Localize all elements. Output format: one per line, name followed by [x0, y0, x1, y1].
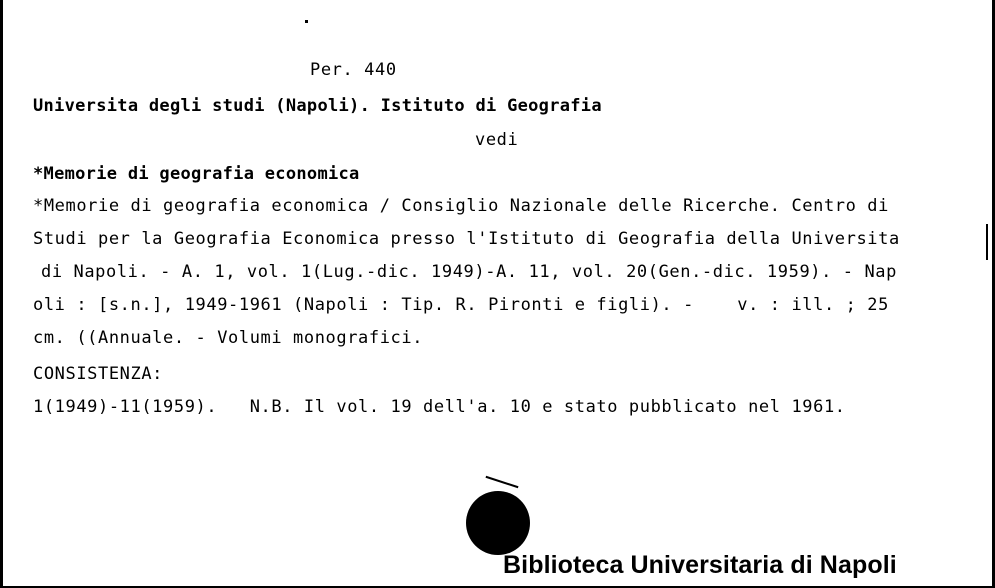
edge-mark — [986, 224, 988, 260]
see-reference-title: *Memorie di geografia economica — [33, 164, 360, 184]
library-stamp-dot — [466, 491, 530, 555]
record-line-2: Studi per la Geografia Economica presso l'Istituto di Geografia della Universita — [33, 229, 900, 249]
corporate-heading: Universita degli studi (Napoli). Istituto di Geografia — [33, 96, 602, 116]
record-line-5: cm. ((Annuale. - Volumi monografici. — [33, 328, 424, 348]
record-line-4: oli : [s.n.], 1949-1961 (Napoli : Tip. R. Pironti e figli). - v. : ill. ; 25 — [33, 295, 889, 315]
holdings-label: CONSISTENZA: — [33, 364, 164, 384]
ink-speck — [305, 20, 308, 23]
stamp-mark — [486, 476, 519, 488]
record-line-1: *Memorie di geografia economica / Consiglio Nazionale delle Ricerche. Centro di — [33, 196, 889, 216]
shelfmark: Per. 440 — [310, 60, 397, 80]
holdings-statement: 1(1949)-11(1959). N.B. Il vol. 19 dell'a. 10 e stato pubblicato nel 1961. — [33, 397, 846, 417]
see-reference: vedi — [475, 130, 519, 150]
record-line-3: di Napoli. - A. 1, vol. 1(Lug.-dic. 1949)-A. 11, vol. 20(Gen.-dic. 1959). - Nap — [41, 262, 897, 282]
library-name: Biblioteca Universitaria di Napoli — [503, 551, 897, 579]
